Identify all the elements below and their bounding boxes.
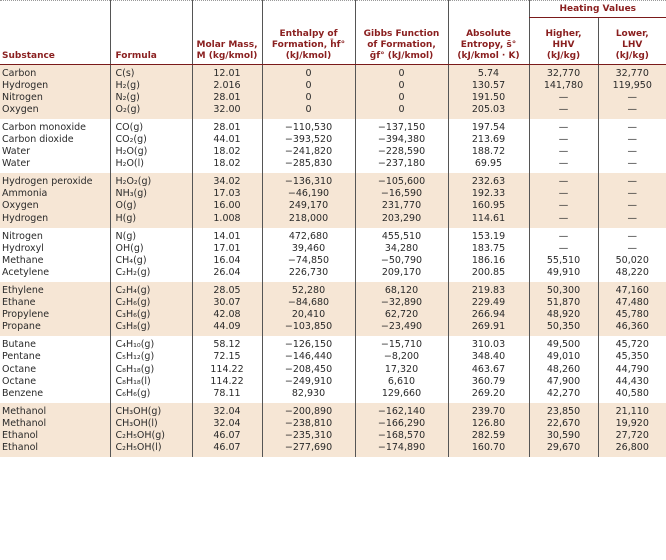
formula-cell: H₂O(g) (110, 146, 192, 158)
formula-cell: H₂(g) (110, 80, 192, 92)
molar-mass-cell: 18.02 (192, 158, 262, 173)
entropy-cell: 232.63 (448, 173, 529, 188)
substance-cell: Hydrogen (0, 80, 110, 92)
formula-cell: C₃H₆(g) (110, 309, 192, 321)
molar-mass-cell: 30.07 (192, 297, 262, 309)
substance-cell: Methanol (0, 403, 110, 418)
entropy-cell: 200.85 (448, 267, 529, 282)
hhv-cell: 32,770 (529, 64, 598, 80)
table-row (0, 364, 666, 376)
row-group (0, 282, 666, 336)
entropy-cell: 126.80 (448, 418, 529, 430)
hhv-cell: — (529, 228, 598, 243)
gibbs-cell: 34,280 (355, 243, 448, 255)
hhv-cell: 55,510 (529, 255, 598, 267)
formula-cell: CH₄(g) (110, 255, 192, 267)
substance-cell: Octane (2, 363, 37, 375)
gibbs-cell: −228,590 (355, 146, 448, 158)
enthalpy-cell: −238,810 (262, 418, 355, 430)
enthalpy-cell: −110,530 (262, 119, 355, 134)
table-row (0, 418, 666, 430)
entropy-cell: 197.54 (448, 119, 529, 134)
lhv-cell: 45,350 (598, 351, 666, 363)
hhv-cell: 50,350 (529, 321, 598, 336)
molar-mass-cell: 18.02 (192, 146, 262, 158)
hhv-cell: — (529, 104, 598, 119)
entropy-cell: 213.69 (448, 134, 529, 146)
formula-cell: C₂H₅OH(g) (110, 430, 192, 442)
lhv-cell: 45,720 (598, 336, 666, 351)
lhv-cell: 119,950 (598, 80, 666, 92)
formula-cell: C₃H₈(g) (110, 321, 192, 336)
gibbs-cell: −23,490 (355, 321, 448, 336)
hhv-cell: — (529, 146, 598, 158)
enthalpy-cell: 0 (262, 80, 355, 92)
substance-cell: Oxygen (0, 104, 110, 119)
gibbs-cell: −137,150 (355, 119, 448, 134)
table-row (0, 255, 666, 267)
gibbs-cell: 17,320 (355, 364, 448, 376)
table-row (0, 297, 666, 309)
formula-cell: C₂H₄(g) (110, 282, 192, 297)
gibbs-cell: −16,590 (355, 188, 448, 200)
formula-cell: H(g) (110, 213, 192, 228)
lhv-cell: — (598, 188, 666, 200)
entropy-cell: 183.75 (448, 243, 529, 255)
entropy-cell: 153.19 (448, 228, 529, 243)
gibbs-cell: −166,290 (355, 418, 448, 430)
lhv-cell: 47,480 (598, 297, 666, 309)
substance-cell: Carbon dioxide (2, 133, 74, 145)
lhv-cell: — (598, 134, 666, 146)
lhv-cell: — (598, 200, 666, 212)
gibbs-cell: 0 (355, 92, 448, 104)
molar-mass-cell: 28.01 (192, 119, 262, 134)
hhv-cell: — (529, 213, 598, 228)
entropy-cell: 266.94 (448, 309, 529, 321)
enthalpy-column-header: Enthalpy of Formation, h̄f° (kJ/kmol) (262, 18, 355, 65)
gibbs-cell: 129,660 (355, 388, 448, 403)
enthalpy-cell: −84,680 (262, 297, 355, 309)
substance-cell: Pentane (2, 351, 41, 363)
enthalpy-cell: 0 (262, 104, 355, 119)
gibbs-column-header: Gibbs Function of Formation, ḡf° (kJ/kmol) (355, 18, 448, 65)
formula-cell: OH(g) (110, 243, 192, 255)
hhv-cell: 47,900 (529, 376, 598, 388)
formula-cell: O₂(g) (110, 104, 192, 119)
molar-mass-column-header: Molar Mass, M (kg/kmol) (192, 18, 262, 65)
gibbs-cell: 68,120 (355, 282, 448, 297)
gibbs-cell: −8,200 (355, 351, 448, 363)
entropy-cell: 310.03 (448, 336, 529, 351)
enthalpy-cell: 52,280 (262, 282, 355, 297)
table-row (0, 134, 666, 146)
lhv-cell: 32,770 (598, 64, 666, 80)
substance-cell: Hydrogen (0, 213, 110, 228)
substance-cell: Propane (0, 321, 110, 336)
enthalpy-cell: 0 (262, 64, 355, 80)
lhv-cell: — (598, 146, 666, 158)
table-row (0, 388, 666, 403)
substance-cell: Butane (2, 339, 36, 351)
formula-cell: C₂H₆(g) (110, 297, 192, 309)
hhv-cell: 51,870 (529, 297, 598, 309)
lhv-cell: 46,360 (598, 321, 666, 336)
enthalpy-cell: −103,850 (262, 321, 355, 336)
enthalpy-cell: 226,730 (262, 267, 355, 282)
formula-cell: H₂O₂(g) (110, 173, 192, 188)
table-row (0, 351, 666, 363)
hhv-cell: — (529, 188, 598, 200)
formula-cell: CH₃OH(l) (110, 418, 192, 430)
table-row (0, 243, 666, 255)
substance-cell: Carbon (0, 64, 110, 80)
entropy-cell: 186.16 (448, 255, 529, 267)
enthalpy-cell: −200,890 (262, 403, 355, 418)
entropy-cell: 160.70 (448, 442, 529, 457)
lhv-cell: — (598, 173, 666, 188)
entropy-cell: 188.72 (448, 146, 529, 158)
entropy-cell: 114.61 (448, 213, 529, 228)
entropy-cell: 463.67 (448, 364, 529, 376)
lhv-cell: 40,580 (598, 388, 666, 403)
table-row (0, 267, 666, 282)
entropy-cell: 69.95 (448, 158, 529, 173)
molar-mass-cell: 17.01 (192, 243, 262, 255)
molar-mass-cell: 42.08 (192, 309, 262, 321)
gibbs-cell: 62,720 (355, 309, 448, 321)
table-row (0, 92, 666, 104)
molar-mass-cell: 28.01 (192, 92, 262, 104)
hhv-column-header: Higher, HHV (kJ/kg) (529, 18, 598, 65)
entropy-cell: 282.59 (448, 430, 529, 442)
molar-mass-cell: 114.22 (192, 364, 262, 376)
gibbs-cell: −168,570 (355, 430, 448, 442)
row-group (0, 403, 666, 457)
gibbs-cell: 0 (355, 64, 448, 80)
lhv-cell: 27,720 (598, 430, 666, 442)
molar-mass-cell: 2.016 (192, 80, 262, 92)
lhv-cell: 44,430 (598, 376, 666, 388)
row-group (0, 173, 666, 227)
molar-mass-cell: 114.22 (192, 376, 262, 388)
row-group (0, 119, 666, 173)
formula-cell: C₄H₁₀(g) (110, 336, 192, 351)
table-row (0, 64, 666, 80)
gibbs-cell: −174,890 (355, 442, 448, 457)
gibbs-cell: 455,510 (355, 228, 448, 243)
enthalpy-cell: −208,450 (262, 364, 355, 376)
molar-mass-cell: 1.008 (192, 213, 262, 228)
entropy-cell: 229.49 (448, 297, 529, 309)
enthalpy-cell: −393,520 (262, 134, 355, 146)
substance-cell: Hydrogen peroxide (0, 173, 110, 188)
hhv-cell: 48,260 (529, 364, 598, 376)
enthalpy-cell: 249,170 (262, 200, 355, 212)
molar-mass-cell: 34.02 (192, 173, 262, 188)
entropy-cell: 191.50 (448, 92, 529, 104)
entropy-cell: 239.70 (448, 403, 529, 418)
gibbs-cell: 6,610 (355, 376, 448, 388)
substance-cell: Water (2, 146, 31, 158)
lhv-cell: 47,160 (598, 282, 666, 297)
formula-cell: C₆H₆(g) (110, 388, 192, 403)
enthalpy-cell: 20,410 (262, 309, 355, 321)
entropy-cell: 192.33 (448, 188, 529, 200)
table-row (0, 200, 666, 212)
hhv-cell: 49,500 (529, 336, 598, 351)
heating-values-header: Heating Values (529, 1, 666, 18)
table-header (0, 1, 666, 65)
formula-cell: CO(g) (110, 119, 192, 134)
gibbs-cell: 0 (355, 104, 448, 119)
formula-cell: C₅H₁₂(g) (110, 351, 192, 363)
molar-mass-cell: 72.15 (192, 351, 262, 363)
lhv-column-header: Lower, LHV (kJ/kg) (598, 18, 666, 65)
enthalpy-cell: −249,910 (262, 376, 355, 388)
enthalpy-cell: −241,820 (262, 146, 355, 158)
formula-cell: NH₃(g) (110, 188, 192, 200)
lhv-cell: 48,220 (598, 267, 666, 282)
hhv-cell: 141,780 (529, 80, 598, 92)
entropy-cell: 130.57 (448, 80, 529, 92)
lhv-cell: 45,780 (598, 309, 666, 321)
enthalpy-cell: 0 (262, 92, 355, 104)
table-row (0, 309, 666, 321)
formula-cell: C₈H₁₈(l) (110, 376, 192, 388)
hhv-cell: 48,920 (529, 309, 598, 321)
hhv-cell: — (529, 200, 598, 212)
table-row (0, 80, 666, 92)
molar-mass-cell: 12.01 (192, 64, 262, 80)
formula-column-header: Formula (110, 18, 192, 65)
gibbs-cell: 203,290 (355, 213, 448, 228)
table-row (0, 188, 666, 200)
formula-cell: N₂(g) (110, 92, 192, 104)
lhv-cell: — (598, 104, 666, 119)
enthalpy-cell: −146,440 (262, 351, 355, 363)
hhv-cell: 22,670 (529, 418, 598, 430)
lhv-cell: 44,790 (598, 364, 666, 376)
table-row (0, 376, 666, 388)
enthalpy-cell: −74,850 (262, 255, 355, 267)
hhv-cell: — (529, 173, 598, 188)
substance-cell: Oxygen (0, 200, 110, 212)
lhv-cell: 26,800 (598, 442, 666, 457)
molar-mass-cell: 17.03 (192, 188, 262, 200)
enthalpy-cell: −46,190 (262, 188, 355, 200)
enthalpy-cell: 39,460 (262, 243, 355, 255)
molar-mass-cell: 46.07 (192, 442, 262, 457)
hhv-cell: 42,270 (529, 388, 598, 403)
molar-mass-cell: 44.01 (192, 134, 262, 146)
substance-cell: Ethanol (0, 442, 110, 457)
enthalpy-cell: 472,680 (262, 228, 355, 243)
substance-cell: Nitrogen (2, 230, 43, 242)
lhv-cell: 21,110 (598, 403, 666, 418)
formula-cell: CH₃OH(g) (110, 403, 192, 418)
substance-cell: Methane (2, 254, 44, 266)
hhv-cell: — (529, 119, 598, 134)
entropy-cell: 5.74 (448, 64, 529, 80)
molar-mass-cell: 14.01 (192, 228, 262, 243)
hhv-cell: 49,010 (529, 351, 598, 363)
molar-mass-cell: 58.12 (192, 336, 262, 351)
hhv-cell: 50,300 (529, 282, 598, 297)
molar-mass-cell: 16.00 (192, 200, 262, 212)
gibbs-cell: −237,180 (355, 158, 448, 173)
row-group (0, 336, 666, 402)
formula-cell: C₂H₅OH(l) (110, 442, 192, 457)
enthalpy-cell: −285,830 (262, 158, 355, 173)
lhv-cell: — (598, 243, 666, 255)
table-row (0, 119, 666, 134)
substance-column-header: Substance (0, 18, 110, 65)
entropy-cell: 269.20 (448, 388, 529, 403)
lhv-cell: — (598, 92, 666, 104)
enthalpy-cell: −136,310 (262, 173, 355, 188)
lhv-cell: 50,020 (598, 255, 666, 267)
hhv-cell: — (529, 134, 598, 146)
substance-cell: Ammonia (0, 188, 110, 200)
lhv-cell: — (598, 119, 666, 134)
table-row (0, 430, 666, 442)
table-row (0, 173, 666, 188)
enthalpy-cell: −126,150 (262, 336, 355, 351)
hhv-cell: 30,590 (529, 430, 598, 442)
table-row (0, 403, 666, 418)
table-row (0, 104, 666, 119)
entropy-cell: 160.95 (448, 200, 529, 212)
molar-mass-cell: 26.04 (192, 267, 262, 282)
substance-cell: Propylene (0, 309, 110, 321)
substance-cell: Ethane (0, 297, 110, 309)
gibbs-cell: −105,600 (355, 173, 448, 188)
enthalpy-cell: 82,930 (262, 388, 355, 403)
substance-cell: Octane (2, 375, 37, 387)
hhv-cell: 29,670 (529, 442, 598, 457)
hhv-cell: — (529, 158, 598, 173)
formula-cell: C₂H₂(g) (110, 267, 192, 282)
gibbs-cell: −50,790 (355, 255, 448, 267)
substance-cell: Nitrogen (0, 92, 110, 104)
molar-mass-cell: 78.11 (192, 388, 262, 403)
gibbs-cell: −162,140 (355, 403, 448, 418)
table-row (0, 146, 666, 158)
gibbs-cell: 231,770 (355, 200, 448, 212)
lhv-cell: — (598, 213, 666, 228)
enthalpy-cell: 218,000 (262, 213, 355, 228)
enthalpy-cell: −277,690 (262, 442, 355, 457)
entropy-cell: 269.91 (448, 321, 529, 336)
entropy-column-header: Absolute Entropy, s̄° (kJ/kmol · K) (448, 18, 529, 65)
row-group (0, 228, 666, 282)
table-row (0, 213, 666, 228)
substance-cell: Water (2, 158, 31, 170)
molar-mass-cell: 32.04 (192, 403, 262, 418)
hhv-cell: 23,850 (529, 403, 598, 418)
table-row (0, 158, 666, 173)
molar-mass-cell: 32.00 (192, 104, 262, 119)
table-row (0, 228, 666, 243)
hhv-cell: — (529, 92, 598, 104)
substance-cell: Ethylene (0, 282, 110, 297)
formula-cell: O(g) (110, 200, 192, 212)
row-group (0, 64, 666, 119)
substance-cell: Hydroxyl (2, 242, 44, 254)
formula-cell: C(s) (110, 64, 192, 80)
gibbs-cell: −394,380 (355, 134, 448, 146)
substance-cell: Acetylene (2, 266, 50, 278)
substance-cell: Benzene (2, 387, 44, 399)
gibbs-cell: 209,170 (355, 267, 448, 282)
molar-mass-cell: 16.04 (192, 255, 262, 267)
formula-cell: C₈H₁₈(g) (110, 364, 192, 376)
hhv-cell: 49,910 (529, 267, 598, 282)
molar-mass-cell: 46.07 (192, 430, 262, 442)
entropy-cell: 219.83 (448, 282, 529, 297)
table-row (0, 282, 666, 297)
table-row (0, 336, 666, 351)
lhv-cell: — (598, 228, 666, 243)
formula-cell: N(g) (110, 228, 192, 243)
entropy-cell: 360.79 (448, 376, 529, 388)
formula-cell: CO₂(g) (110, 134, 192, 146)
molar-mass-cell: 32.04 (192, 418, 262, 430)
gibbs-cell: 0 (355, 80, 448, 92)
table-row (0, 321, 666, 336)
enthalpy-cell: −235,310 (262, 430, 355, 442)
molar-mass-cell: 28.05 (192, 282, 262, 297)
gibbs-cell: −32,890 (355, 297, 448, 309)
substance-cell: Ethanol (0, 430, 110, 442)
molar-mass-cell: 44.09 (192, 321, 262, 336)
lhv-cell: — (598, 158, 666, 173)
substance-cell: Carbon monoxide (2, 121, 86, 133)
lhv-cell: 19,920 (598, 418, 666, 430)
formula-cell: H₂O(l) (110, 158, 192, 173)
hhv-cell: — (529, 243, 598, 255)
entropy-cell: 348.40 (448, 351, 529, 363)
table-row (0, 442, 666, 457)
gibbs-cell: −15,710 (355, 336, 448, 351)
substance-cell: Methanol (0, 418, 110, 430)
entropy-cell: 205.03 (448, 104, 529, 119)
